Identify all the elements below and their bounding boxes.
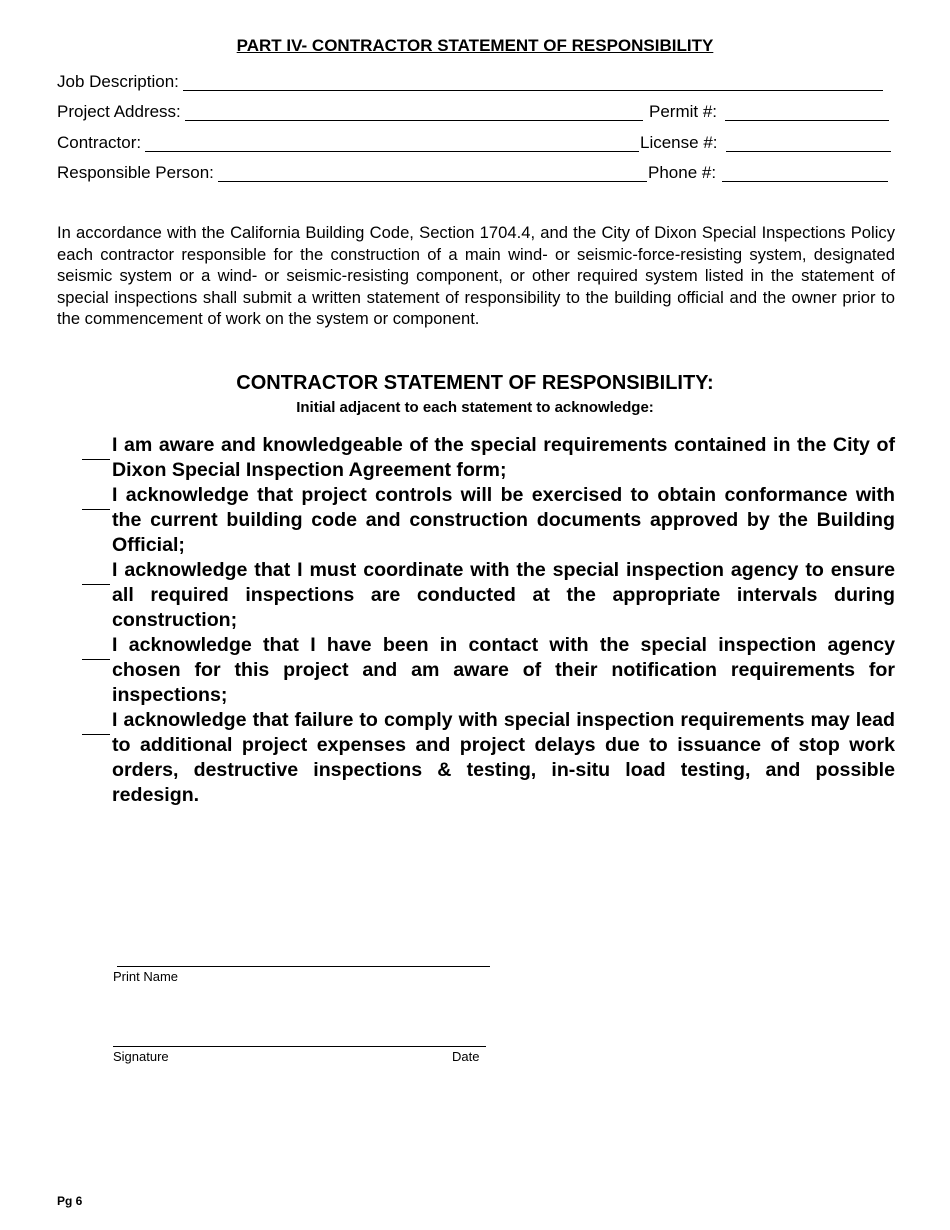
permit-field[interactable] [725,120,889,121]
statement-list [82,433,895,808]
permit-label: Permit #: [649,102,718,121]
signature-label: Signature [113,1049,169,1064]
initial-field[interactable] [82,716,110,735]
statement-text: I acknowledge that failure to comply with special inspection requirements may lead to additional project expenses and project delays due to issuance of stop work orders, destructive inspections & testing, in-situ load testing, and possible redesign. [112,709,895,806]
responsible-person-row [57,163,895,185]
signature-field[interactable] [113,1045,486,1047]
statement-item [82,708,895,808]
print-name-label: Print Name [113,969,179,984]
statement-item [82,483,895,558]
section-heading: CONTRACTOR STATEMENT OF RESPONSIBILITY: [236,372,714,394]
statement-item [82,558,895,633]
statement-text: I am aware and knowledgeable of the special requirements contained in the City of Dixon Special Inspection Agreement form; [112,434,895,481]
initial-field[interactable] [82,491,110,510]
intro-paragraph: In accordance with the California Building Code, Section 1704.4, and the City of Dixon Special Inspections Policy each contractor responsible for the construction of a main wind- or seismic-force-resisting system, designated seismic system or a wind- or seismic-resisting component, or other required system listed in the statement of special inspections shall submit a written statement of responsibility to the building official and the owner prior to the commencement of work on the system or component. [57,223,895,329]
statement-text: I acknowledge that project controls will be exercised to obtain conformance with the current building code and construction documents approved by the Building Official; [112,484,895,556]
contractor-label: Contractor: [57,133,145,153]
page-title: PART IV- CONTRACTOR STATEMENT OF RESPONSIBILITY [236,36,714,55]
job-description-label: Job Description: [57,72,183,92]
page-number: Pg 6 [57,1194,83,1208]
project-address-row [57,102,895,124]
print-name-field[interactable] [117,965,490,967]
responsible-person-label: Responsible Person: [57,163,218,183]
initial-field[interactable] [82,441,110,460]
initial-field[interactable] [82,566,110,585]
date-label: Date [452,1049,480,1064]
statement-item [82,433,895,483]
license-field[interactable] [726,151,891,152]
phone-label: Phone #: [648,163,717,182]
statement-item [82,633,895,708]
statement-text: I acknowledge that I have been in contact with the special inspection agency chosen for this project and am aware of their notification requirements for inspections; [112,634,895,706]
phone-field[interactable] [722,181,888,182]
contractor-row [57,133,895,155]
license-label: License #: [640,133,718,152]
initial-field[interactable] [82,641,110,660]
project-address-label: Project Address: [57,102,185,122]
statement-text: I acknowledge that I must coordinate with the special inspection agency to ensure all required inspections are conducted at the appropriate intervals during construction; [112,559,895,631]
section-subheading: Initial adjacent to each statement to acknowledge: [296,399,654,416]
job-description-row [57,72,895,94]
